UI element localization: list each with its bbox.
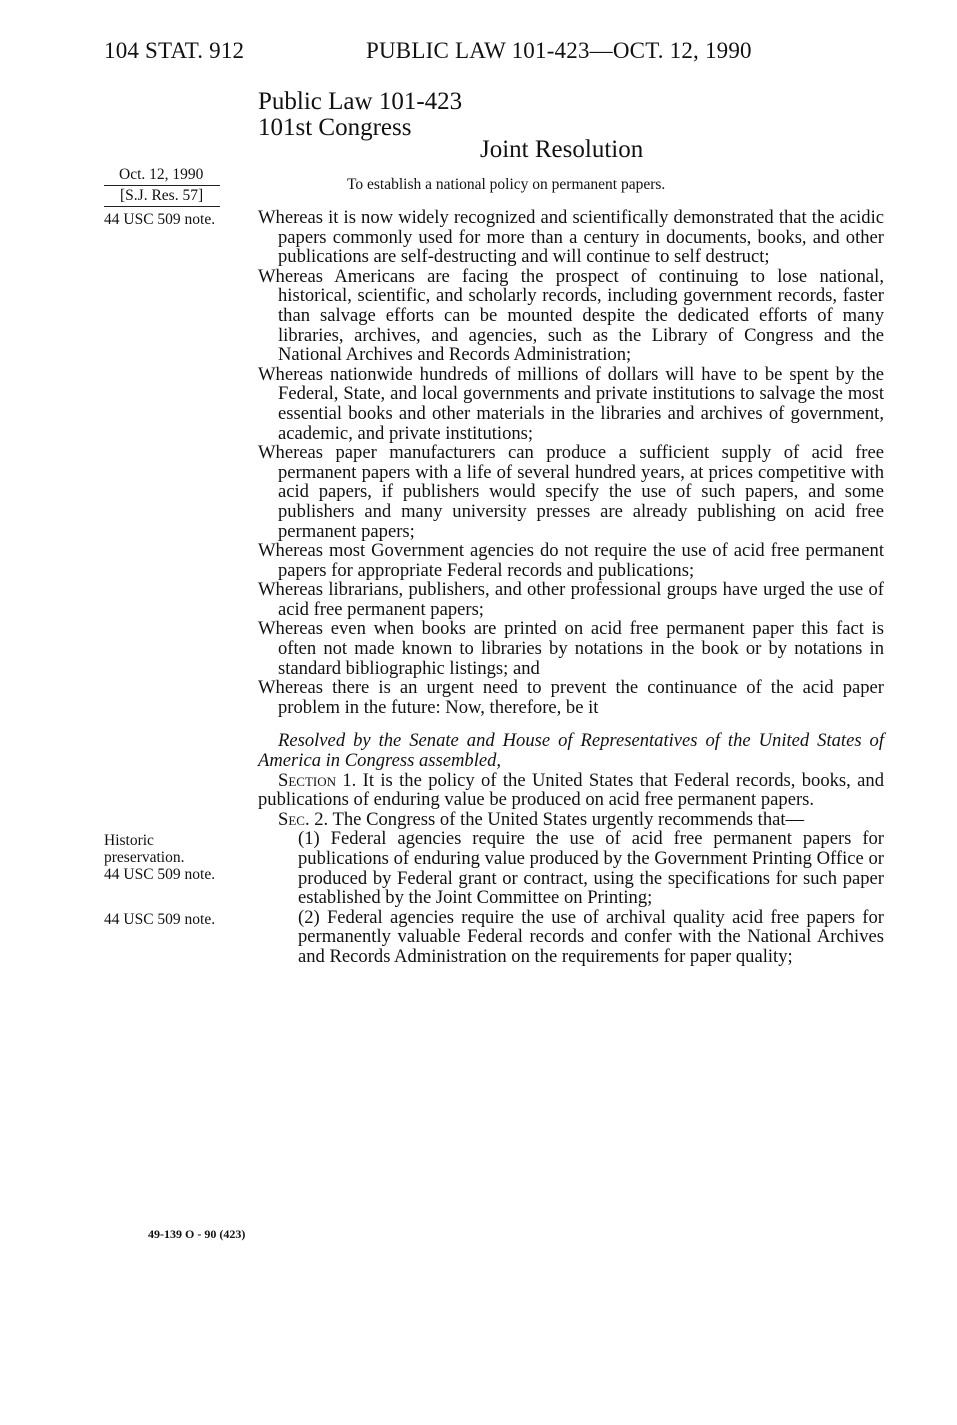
whereas-clause-7: Whereas even when books are printed on acid free permanent paper this fact is often not made known to libraries by notations in the book or by notations in standard bibliographic listings; and: [258, 618, 884, 679]
paragraph-2: (2) Federal agencies require the use of archival quality acid free papers for permanently valuable Federal records and confer with the National Archives and Records Administration on the requirements for paper quality;: [298, 906, 884, 967]
whereas-clause-4: Whereas paper manufacturers can produce a sufficient supply of acid free permanent papers with a life of several hundred years, at prices competitive with acid papers, if publishers would specify the use of such papers, and some publishers and many university presses are already publishing on acid free permanent papers;: [258, 442, 884, 542]
paragraph-1: (1) Federal agencies require the use of acid free permanent papers for publications of enduring value produced by the Government Printing Office or produced by Federal grant or contract, using the specifications for such paper established by the Joint Committee on Printing;: [298, 828, 884, 909]
section-1: [258, 771, 884, 810]
section-2-text: The Congress of the United States urgently recommends that—: [332, 808, 805, 830]
whereas-clause-8: Whereas there is an urgent need to prevent the continuance of the acid paper problem in the future: Now, therefore, be it: [258, 677, 884, 718]
margin-rule-top: [104, 185, 220, 186]
document-type: Joint Resolution: [480, 136, 644, 163]
law-number: Public Law 101-423: [258, 88, 463, 115]
running-title: PUBLIC LAW 101-423—OCT. 12, 1990: [366, 38, 752, 63]
resolution-body: [258, 208, 884, 967]
margin-date: Oct. 12, 1990: [119, 166, 204, 183]
congress-label: 101st Congress: [258, 114, 412, 141]
section-1-label: Section 1.: [278, 769, 357, 791]
section-1-text: It is the policy of the United States that Federal records, books, and publications of enduring value be produced on acid free permanent papers.: [258, 769, 885, 811]
print-code: 49-139 O - 90 (423): [148, 1227, 246, 1241]
stat-page-number: 104 STAT. 912: [104, 38, 245, 63]
resolving-clause-text: Resolved by the Senate and House of Representatives of the United States of America in Congress assembled,: [258, 730, 884, 772]
whereas-clause-3: Whereas nationwide hundreds of millions of dollars will have to be spent by the Federal, State, and local governments and private institutions to salvage the most essential books and other materials in the libraries and archives of government, academic, and private institutions;: [258, 363, 884, 444]
margin-historic: Historic preservation.: [104, 832, 185, 866]
resolving-clause: [258, 731, 884, 770]
whereas-clause-5: Whereas most Government agencies do not require the use of acid free permanent papers for appropriate Federal records and publications;: [258, 540, 884, 581]
whereas-clause-6: Whereas librarians, publishers, and other professional groups have urged the use of acid free permanent papers;: [258, 579, 884, 620]
section-2-label: Sec. 2.: [278, 808, 329, 830]
whereas-clause-1: Whereas it is now widely recognized and scientifically demonstrated that the acidic papers commonly used for more than a century in documents, books, and other publications are self-destructing and will continue to self destruct;: [258, 207, 884, 268]
margin-usc-3: 44 USC 509 note.: [104, 911, 216, 928]
margin-rule-bottom: [104, 206, 220, 207]
margin-usc-1: 44 USC 509 note.: [104, 211, 216, 228]
whereas-clause-2: Whereas Americans are facing the prospect of continuing to lose national, historical, scientific, and scholarly records, including government records, faster than salvage efforts can be mounted despite the dedicated efforts of many libraries, archives, and agencies, such as the Library of Congress and the National Archives and Records Administration;: [258, 265, 884, 366]
margin-usc-2: 44 USC 509 note.: [104, 866, 216, 883]
margin-res: [S.J. Res. 57]: [120, 187, 204, 204]
section-2: [258, 810, 884, 830]
purpose-line: To establish a national policy on permanent papers.: [347, 176, 666, 193]
